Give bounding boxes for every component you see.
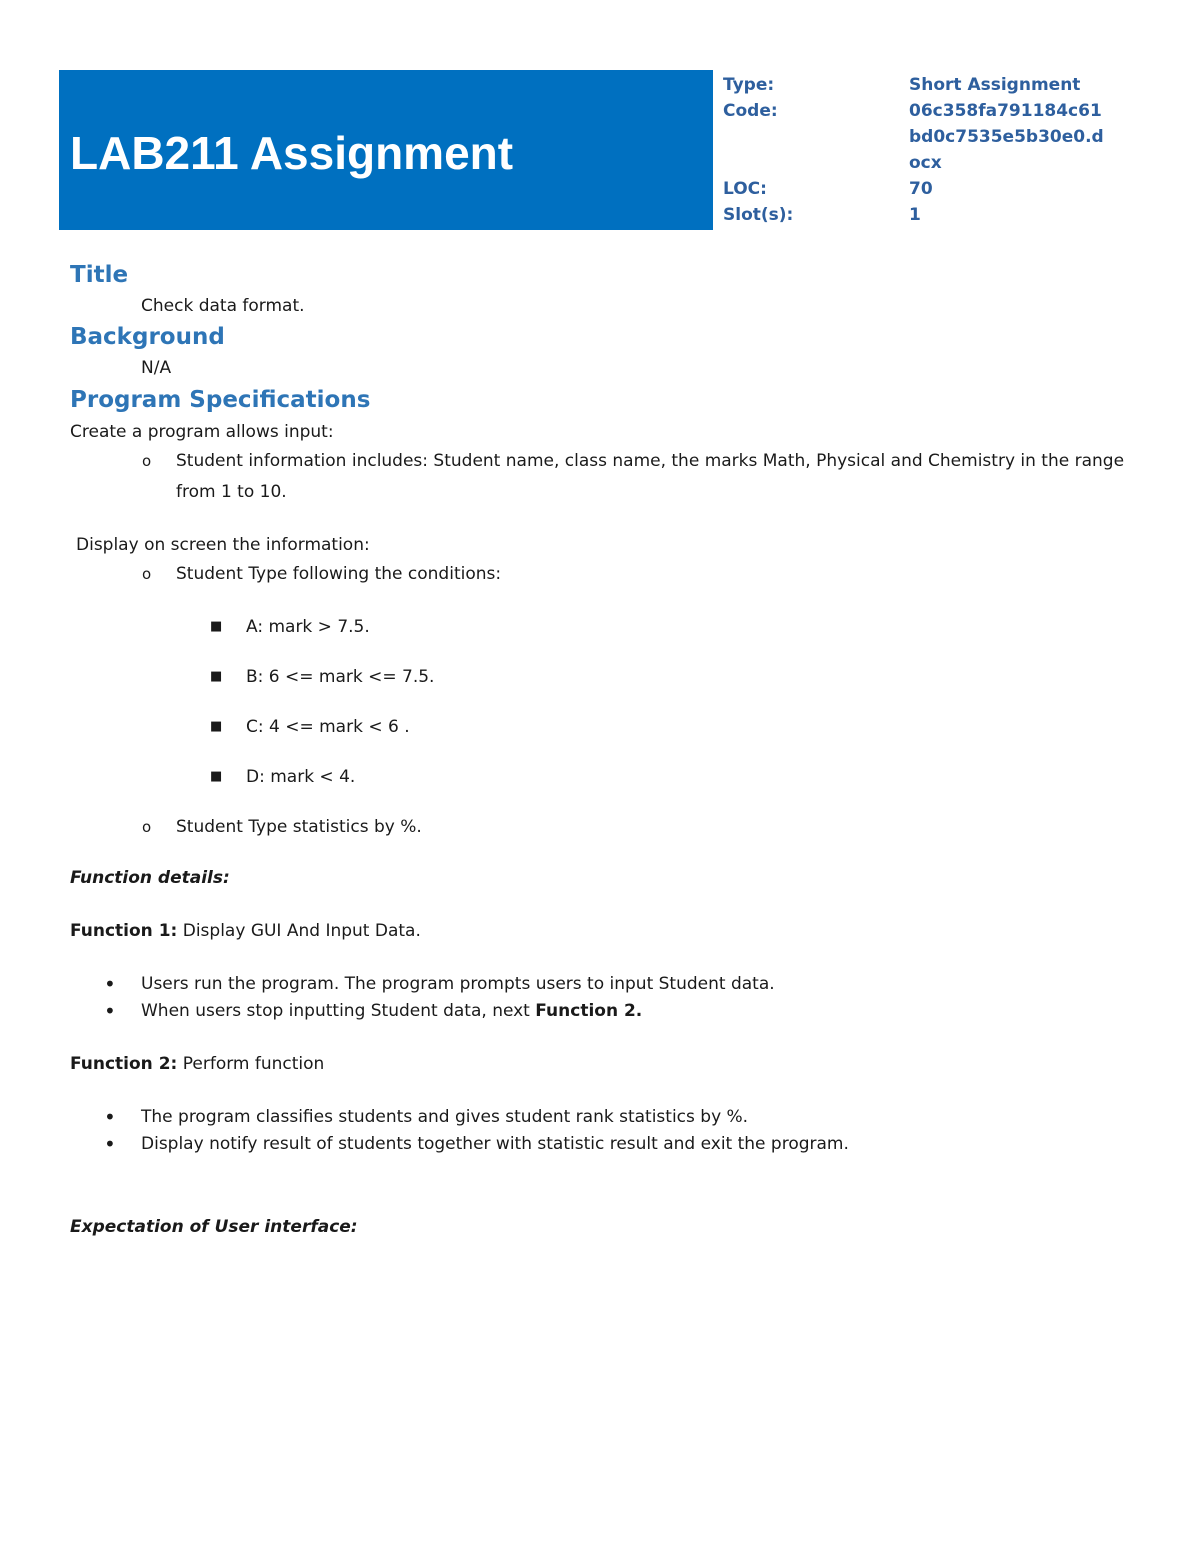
meta-loc-row: [723, 176, 1123, 202]
meta-code-row: [723, 98, 1123, 176]
document-title: LAB211 Assignment: [70, 127, 514, 179]
condition-text: B: 6 <= mark <= 7.5.: [246, 667, 435, 687]
code-label: Code:: [723, 101, 778, 121]
list-item: [70, 971, 1130, 998]
square-bullet-icon: ■: [210, 669, 223, 684]
assignment-meta: [723, 72, 1123, 228]
display-list: [70, 559, 1130, 590]
function-2-bullet: Display notify result of students together with statistic result and exit the program.: [141, 1134, 849, 1154]
meta-type-row: [723, 72, 1123, 98]
list-item: [70, 764, 1130, 790]
background-text: N/A: [141, 358, 172, 378]
type-item-text: Student Type following the conditions:: [176, 564, 502, 584]
list-item: [70, 714, 1130, 740]
slots-value: 1: [909, 205, 921, 225]
function-2-list: [70, 1104, 1130, 1158]
stats-list: [70, 812, 1130, 843]
square-bullet-icon: ■: [210, 769, 223, 784]
loc-label: LOC:: [723, 179, 767, 199]
circle-bullet-icon: o: [142, 818, 152, 836]
background-heading: Background: [70, 324, 225, 350]
function-details-label: Function details:: [70, 868, 230, 888]
bullet-dot-icon: •: [104, 1132, 116, 1156]
condition-text: D: mark < 4.: [246, 767, 356, 787]
square-bullet-icon: ■: [210, 719, 223, 734]
square-bullet-icon: ■: [210, 619, 223, 634]
bullet-dot-icon: •: [104, 972, 116, 996]
input-list: [70, 446, 1130, 508]
function-1-list: [70, 971, 1130, 1025]
conditions-list: [70, 614, 1130, 790]
list-item: [70, 998, 1130, 1025]
function-2-bullet: The program classifies students and gives student rank statistics by %.: [141, 1107, 749, 1127]
list-item: [70, 812, 1130, 843]
list-item: [70, 559, 1130, 590]
condition-text: C: 4 <= mark < 6 .: [246, 717, 410, 737]
title-heading: Title: [70, 262, 129, 288]
function-1-bullet: Users run the program. The program prompts users to input Student data.: [141, 974, 775, 994]
specs-intro: Create a program allows input:: [70, 422, 334, 442]
slots-label: Slot(s):: [723, 205, 794, 225]
function-1-next: Function 2.: [535, 1001, 643, 1021]
input-item-text: Student information includes: Student name, class name, the marks Math, Physical and Chemistry in the range from 1 to 10.: [176, 451, 1125, 502]
specs-heading: Program Specifications: [70, 387, 371, 413]
function-1-text: Display GUI And Input Data.: [177, 921, 421, 941]
ui-expectation-label: Expectation of User interface:: [70, 1217, 358, 1237]
bullet-dot-icon: •: [104, 999, 116, 1023]
function-1-line: [70, 918, 1130, 945]
circle-bullet-icon: o: [142, 452, 152, 470]
function-1-label: Function 1:: [70, 921, 178, 941]
stats-item-text: Student Type statistics by %.: [176, 817, 422, 837]
loc-value: 70: [909, 179, 933, 199]
function-1-bullet: When users stop inputting Student data, next: [141, 1001, 536, 1021]
code-value: 06c358fa791184c61bd0c7535e5b30e0.docx: [909, 101, 1104, 173]
type-label: Type:: [723, 75, 775, 95]
bullet-dot-icon: •: [104, 1105, 116, 1129]
function-2-text: Perform function: [177, 1054, 325, 1074]
title-banner: [59, 70, 713, 230]
list-item: [70, 614, 1130, 640]
circle-bullet-icon: o: [142, 565, 152, 583]
display-intro: Display on screen the information:: [76, 535, 370, 555]
meta-slots-row: [723, 202, 1123, 228]
title-text: Check data format.: [141, 296, 305, 316]
list-item: [70, 446, 1130, 508]
document-body: [70, 258, 1130, 1241]
function-2-label: Function 2:: [70, 1054, 178, 1074]
list-item: [70, 1104, 1130, 1131]
type-value: Short Assignment: [909, 75, 1081, 95]
list-item: [70, 664, 1130, 690]
list-item: [70, 1131, 1130, 1158]
condition-text: A: mark > 7.5.: [246, 617, 370, 637]
function-2-line: [70, 1051, 1130, 1078]
